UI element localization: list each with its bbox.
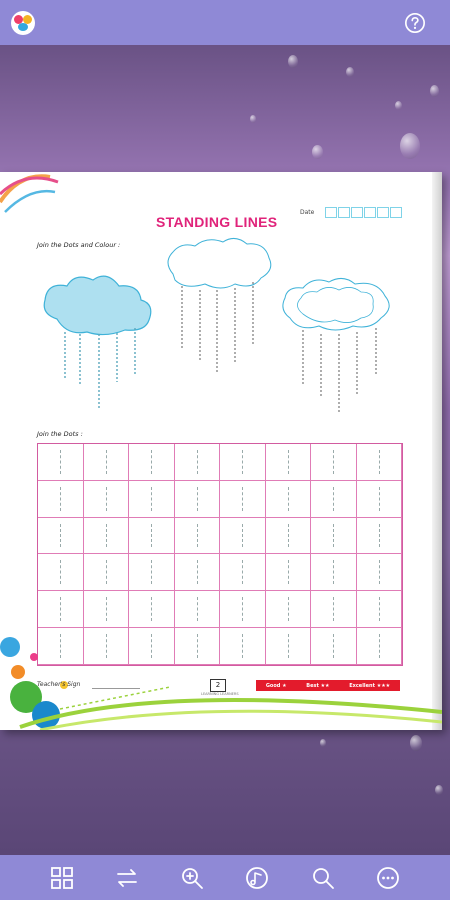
top-bar [0, 0, 450, 45]
rating-best: Best ★★ [306, 682, 330, 689]
app-logo[interactable] [11, 11, 35, 35]
grid-icon[interactable] [50, 866, 74, 890]
teacher-sign-line [92, 688, 140, 689]
decorative-swirl [0, 172, 70, 222]
teacher-sign-label: Teacher's Sign [37, 681, 81, 688]
page-title: STANDING LINES [156, 214, 278, 230]
page-number-caption: LEARNING LEARNERS [201, 692, 239, 696]
clouds-illustration [35, 234, 405, 424]
zoom-in-icon[interactable] [180, 866, 204, 890]
swap-icon[interactable] [115, 866, 139, 890]
rating-excellent: Excellent ★★★ [349, 682, 391, 689]
date-label: Date [300, 209, 315, 216]
cloud-icon [283, 278, 389, 412]
music-icon[interactable] [245, 866, 269, 890]
cloud-icon [168, 238, 271, 374]
worksheet-page[interactable] [0, 172, 442, 730]
rating-bar [256, 680, 400, 691]
rating-good: Good ★ [265, 682, 287, 689]
instruction-join-colour: Join the Dots and Colour : [37, 241, 121, 249]
search-icon[interactable] [311, 866, 335, 890]
cloud-icon [44, 276, 151, 408]
more-icon[interactable] [376, 866, 400, 890]
date-boxes [325, 207, 403, 218]
help-icon[interactable] [404, 12, 426, 34]
instruction-join-dots: Join the Dots : [37, 430, 83, 438]
page-number: 2 [210, 679, 226, 692]
